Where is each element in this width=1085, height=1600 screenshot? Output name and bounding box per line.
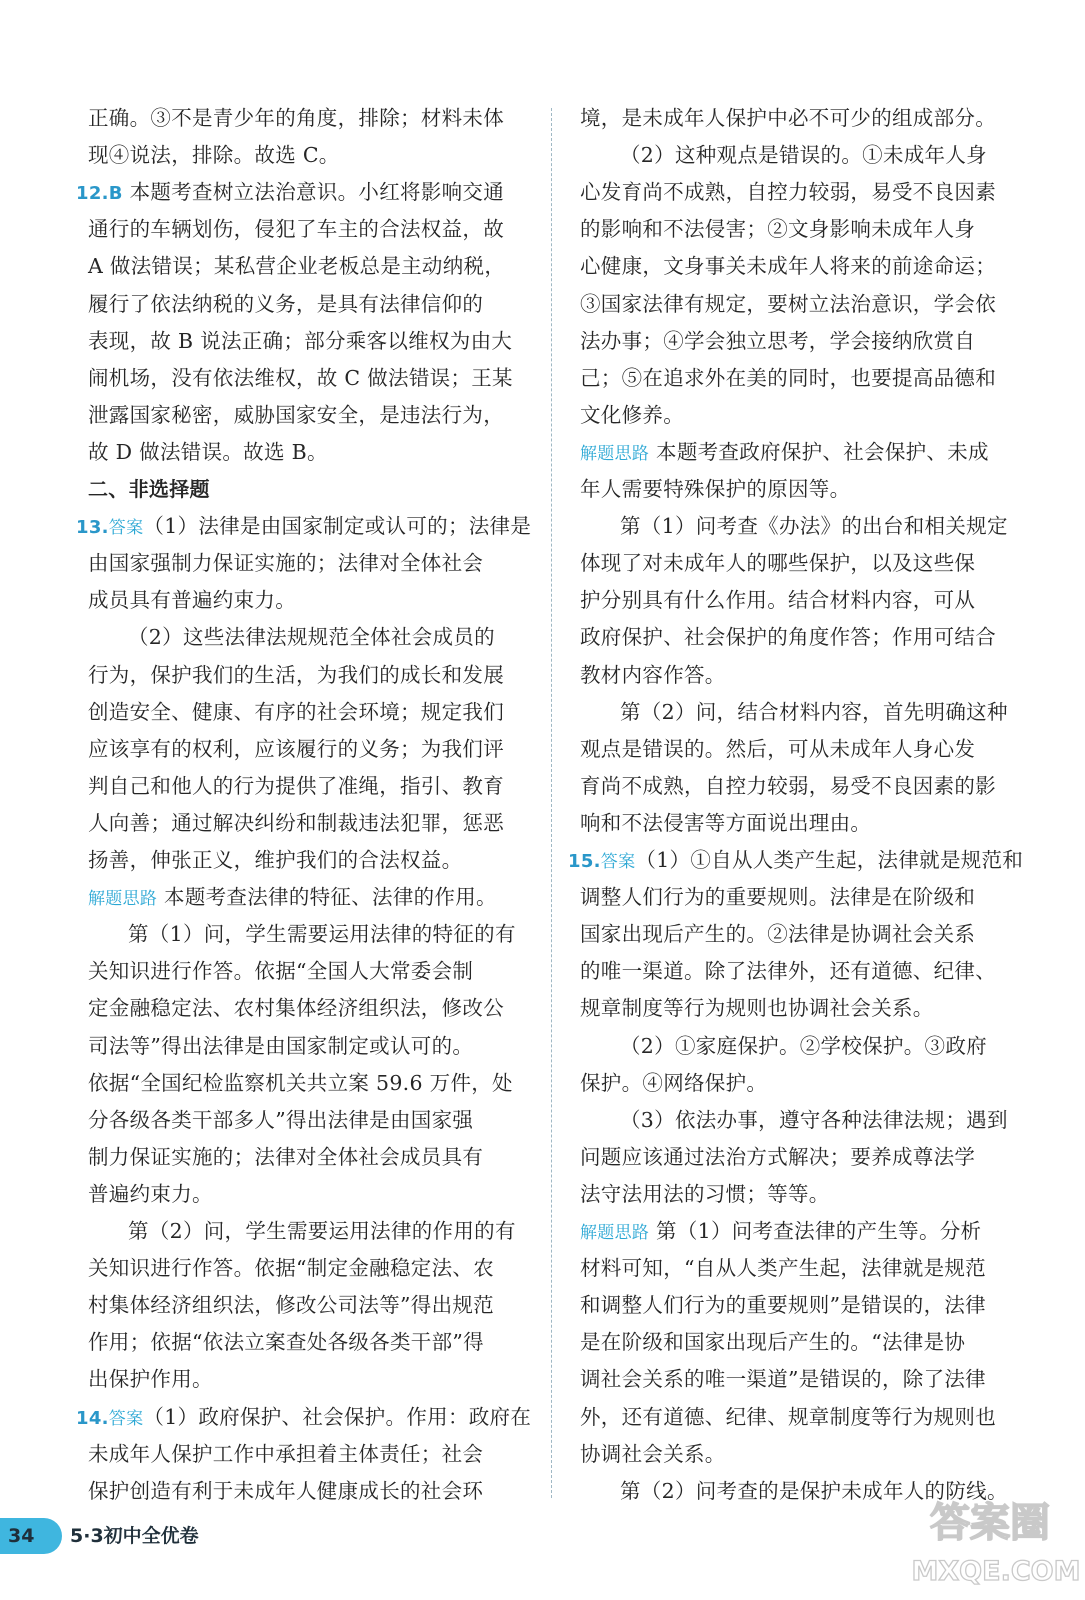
text-line: 定金融稳定法、农村集体经济组织法，修改公 [88,996,504,1021]
text-line: ③国家法律有规定，要树立法治意识，学会依 [580,291,996,316]
text-line: 法办事；④学会独立思考，学会接纳欣赏自 [580,328,976,353]
line-text: （3）依法办事，遵守各种法律法规；遇到 [620,1107,1008,1132]
text-line: 外，还有道德、纪律、规章制度等行为规则也 [580,1404,996,1429]
question-number: 15. [568,851,601,872]
section-heading [88,475,528,503]
question-number: 13. [76,517,109,539]
text-line [580,141,1020,169]
page-number: 34 [8,1525,35,1547]
column-divider [551,108,552,1498]
question-line [76,178,516,208]
line-text: （1）政府保护、社会保护。作用：政府在 [143,1404,532,1429]
question-number: 14. [76,1407,109,1429]
text-line: 关知识进行作答。依据“制定金融稳定法、农 [88,1256,494,1281]
text-line: 表现，故 B 说法正确；部分乘客以维权为由大 [88,328,513,353]
text-line: 法守法用法的习惯；等等。 [580,1181,830,1206]
text-line: 判自己和他人的行为提供了准绳，指引、教育 [88,773,504,798]
text-line: 文化修养。 [580,402,684,427]
text-line: 扬善，伸张正义，维护我们的合法权益。 [88,848,463,872]
line-text: 第（2）问，结合材料内容，首先明确这种 [620,699,1008,724]
text-line: 未成年人保护工作中承担着主体责任；社会 [88,1441,484,1466]
text-line: 村集体经济组织法，修改公司法等”得出规范 [88,1293,494,1318]
watermark-bottom-text: MXQE.COM [911,1556,1080,1587]
text-line: 年人需要特殊保护的原因等。 [580,477,851,501]
text-line: 履行了依法纳税的义务，是具有法律信仰的 [88,291,484,316]
text-line: 分各级各类干部多人”得出法律是由国家强 [88,1107,474,1132]
line-text: 第（1）问考查《办法》的出台和相关规定 [620,514,1008,539]
text-line: 护分别具有什么作用。结合材料内容，可从 [580,588,976,613]
watermark-logo [900,1488,1080,1596]
analysis-line [580,1217,1020,1247]
text-line: 育尚不成熟，自控力较弱，易受不良因素的影 [580,773,996,798]
answer-tag: 答案 [600,852,636,872]
text-line: 由国家强制力保证实施的；法律对全体社会 [88,551,484,576]
text-line: 的唯一渠道。除了法律外，还有道德、纪律、 [580,959,996,984]
text-line: A 做法错误；某私营企业老板总是主动纳税， [88,254,506,279]
text-line: 和调整人们行为的重要规则”是错误的，法律 [580,1293,986,1318]
text-line: 国家出现后产生的。②法律是协调社会关系 [580,922,976,947]
text-line: 材料可知，“自从人类产生起，法律就是规范 [580,1256,986,1281]
question-line [76,512,532,542]
question-line [76,1403,532,1433]
text-line: 正确。③不是青少年的角度，排除；材料未体 [88,106,504,130]
text-line: 协调社会关系。 [580,1441,726,1466]
text-line [88,920,528,948]
line-text: 本题考查树立法治意识。小红将影响交通 [122,180,505,205]
answer-tag: 答案 [108,518,144,539]
text-line: 依据“全国纪检监察机关共立案 59.6 万件，处 [88,1070,513,1095]
text-line: 是在阶级和国家出现后产生的。“法律是协 [580,1330,966,1355]
section-heading-label: 二、非选择题 [88,477,210,501]
text-line: 保护。④网络保护。 [580,1070,768,1095]
text-line [580,1032,1020,1060]
text-line: 心发育尚不成熟，自控力较弱，易受不良因素 [580,180,996,205]
text-line: 普遍约束力。 [88,1181,213,1206]
text-line: 作用；依据“依法立案查处各级各类干部”得 [88,1330,484,1355]
line-text: （1）法律是由国家制定或认可的；法律是 [143,514,532,539]
text-line: 问题应该通过法治方式解决；要养成尊法学 [580,1144,976,1169]
text-line: 调社会关系的唯一渠道”是错误的，除了法律 [580,1367,986,1392]
text-line: 制力保证实施的；法律对全体社会成员具有 [88,1144,484,1169]
text-line: 教材内容作答。 [580,662,726,687]
line-text: 本题考查法律的特征、法律的作用。 [157,885,497,910]
text-line: 政府保护、社会保护的角度作答；作用可结合 [580,625,996,650]
solution-idea-tag: 解题思路 [580,443,650,464]
question-line [568,846,1024,876]
text-line: 司法等”得出法律是由国家制定或认可的。 [88,1033,474,1058]
text-line: 创造安全、健康、有序的社会环境；规定我们 [88,699,504,724]
text-line: 己；⑤在追求外在美的同时，也要提高品德和 [580,365,996,390]
line-text: （2）这种观点是错误的。①未成年人身 [620,143,987,168]
line-text: 本题考查政府保护、社会保护、未成 [649,439,989,464]
text-line: 故 D 做法错误。故选 B。 [88,439,328,464]
text-line: 响和不法侵害等方面说出理由。 [580,810,872,835]
line-text: 第（2）问考查的是保护未成年人的防线。 [620,1478,1008,1503]
line-text: 第（1）问考查法律的产生等。分析 [649,1219,982,1243]
text-line: 人向善；通过解决纠纷和制裁违法犯罪，惩恶 [88,810,504,835]
text-line [580,1106,1020,1134]
text-line: 现④说法，排除。故选 C。 [88,143,340,168]
watermark-top-text: 答案圈 [930,1500,1050,1546]
line-text: 第（2）问，学生需要运用法律的作用的有 [128,1219,516,1243]
analysis-line [88,883,528,913]
line-text: 第（1）问，学生需要运用法律的特征的有 [128,922,516,947]
text-line: 调整人们行为的重要规则。法律是在阶级和 [580,885,976,910]
text-line: 行为，保护我们的生活，为我们的成长和发展 [88,662,504,687]
text-line [88,623,528,651]
text-line: 心健康，文身事关未成年人将来的前途命运； [580,254,996,279]
text-line: 出保护作用。 [88,1367,213,1392]
line-text: （2）①家庭保护。②学校保护。③政府 [620,1033,987,1058]
question-number: 12.B [76,183,123,205]
solution-idea-tag: 解题思路 [580,1223,650,1243]
analysis-line [580,438,1020,468]
text-line: 规章制度等行为规则也协调社会关系。 [580,996,934,1021]
text-line [580,698,1020,726]
answer-tag: 答案 [108,1408,144,1429]
text-line: 保护创造有利于未成年人健康成长的社会环 [88,1478,484,1503]
text-line: 成员具有普遍约束力。 [88,588,296,613]
text-line: 观点是错误的。然后，可从未成年人身心发 [580,736,976,761]
text-line: 应该享有的权利，应该履行的义务；为我们评 [88,736,504,761]
line-text: （2）这些法律法规规范全体社会成员的 [128,625,495,650]
text-line: 通行的车辆划伤，侵犯了车主的合法权益，故 [88,217,504,242]
text-line: 泄露国家秘密，威胁国家安全，是违法行为， [88,402,504,427]
text-line: 境，是未成年人保护中必不可少的组成部分。 [580,106,996,130]
solution-idea-tag: 解题思路 [88,889,158,910]
text-line: 关知识进行作答。依据“全国人大常委会制 [88,959,474,984]
text-line: 闹机场，没有依法维权，故 C 做法错误；王某 [88,365,513,390]
line-text: （1）①自从人类产生起，法律就是规范和 [635,848,1024,872]
text-line: 的影响和不法侵害；②文身影响未成年人身 [580,217,976,242]
book-brand: 5·3初中全优卷 [70,1525,199,1547]
text-line [580,512,1020,540]
text-line [88,1217,528,1245]
text-line: 体现了对未成年人的哪些保护，以及这些保 [580,551,976,576]
